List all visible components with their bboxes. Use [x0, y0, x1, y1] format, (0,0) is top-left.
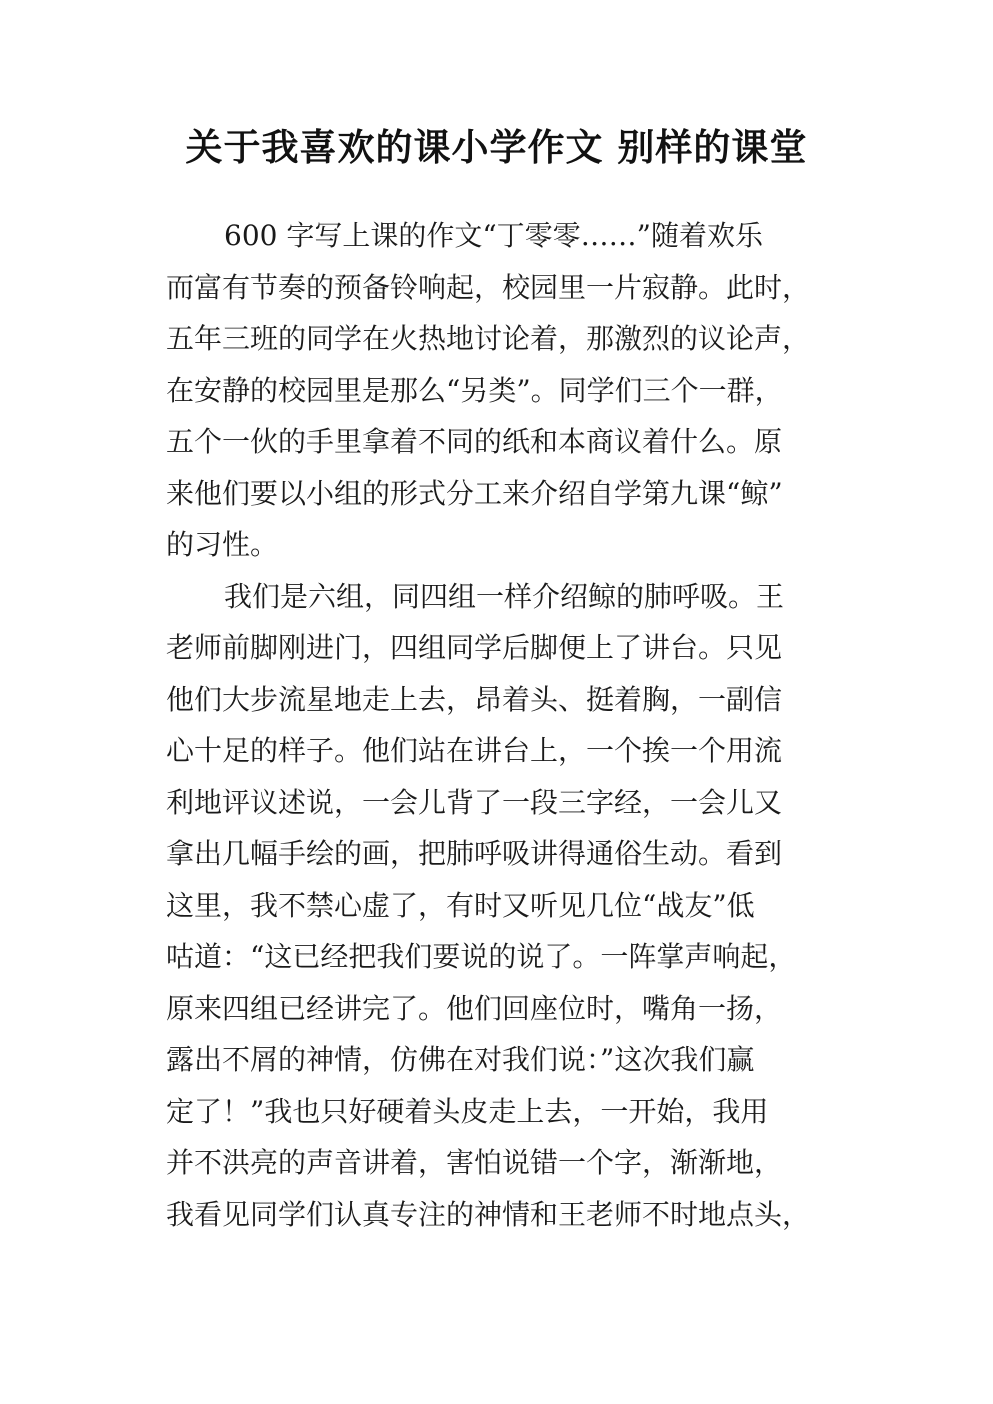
- body-line: 在安静的校园里是那么“另类”。同学们三个一群，: [166, 373, 783, 407]
- body-line: 来他们要以小组的形式分工来介绍自学第九课“鲸”: [166, 476, 783, 510]
- body-line: 600 字写上课的作文“丁零零……”随着欢乐: [224, 219, 763, 252]
- body-line: 五个一伙的手里拿着不同的纸和本商议着什么。原: [166, 425, 783, 458]
- body-line: 这里，我不禁心虚了，有时又听见几位“战友”低: [166, 888, 755, 922]
- body-line: 利地评议述说，一会儿背了一段三字经，一会儿又: [166, 785, 783, 819]
- body-line: 拿出几幅手绘的画，把肺呼吸讲得通俗生动。看到: [166, 837, 783, 870]
- body-line: 露出不屑的神情，仿佛在对我们说：”这次我们赢: [166, 1043, 755, 1076]
- body-line: 而富有节奏的预备铃响起，校园里一片寂静。此时，: [166, 270, 811, 304]
- body-line: 并不洪亮的声音讲着，害怕说错一个字，渐渐地，: [166, 1146, 783, 1179]
- body-line: 老师前脚刚进门，四组同学后脚便上了讲台。只见: [166, 631, 783, 664]
- body-line: 我们是六组，同四组一样介绍鲸的肺呼吸。王: [224, 579, 785, 613]
- body-line: 咕道：“这已经把我们要说的说了。一阵掌声响起，: [166, 940, 797, 973]
- body-line: 的习性。: [166, 528, 279, 561]
- document-title: 关于我喜欢的课小学作文 别样的课堂: [185, 126, 808, 169]
- body-line: 原来四组已经讲完了。他们回座位时，嘴角一扬，: [166, 991, 783, 1025]
- body-line: 心十足的样子。他们站在讲台上，一个挨一个用流: [166, 734, 783, 767]
- body-line: 我看见同学们认真专注的神情和王老师不时地点头，: [166, 1197, 811, 1231]
- body-line: 五年三班的同学在火热地讨论着，那激烈的议论声，: [166, 322, 811, 355]
- body-line: 他们大步流星地走上去，昂着头、挺着胸，一副信: [166, 682, 783, 716]
- document-body: [166, 210, 832, 1240]
- body-line: 定了！”我也只好硬着头皮走上去，一开始，我用: [166, 1094, 769, 1128]
